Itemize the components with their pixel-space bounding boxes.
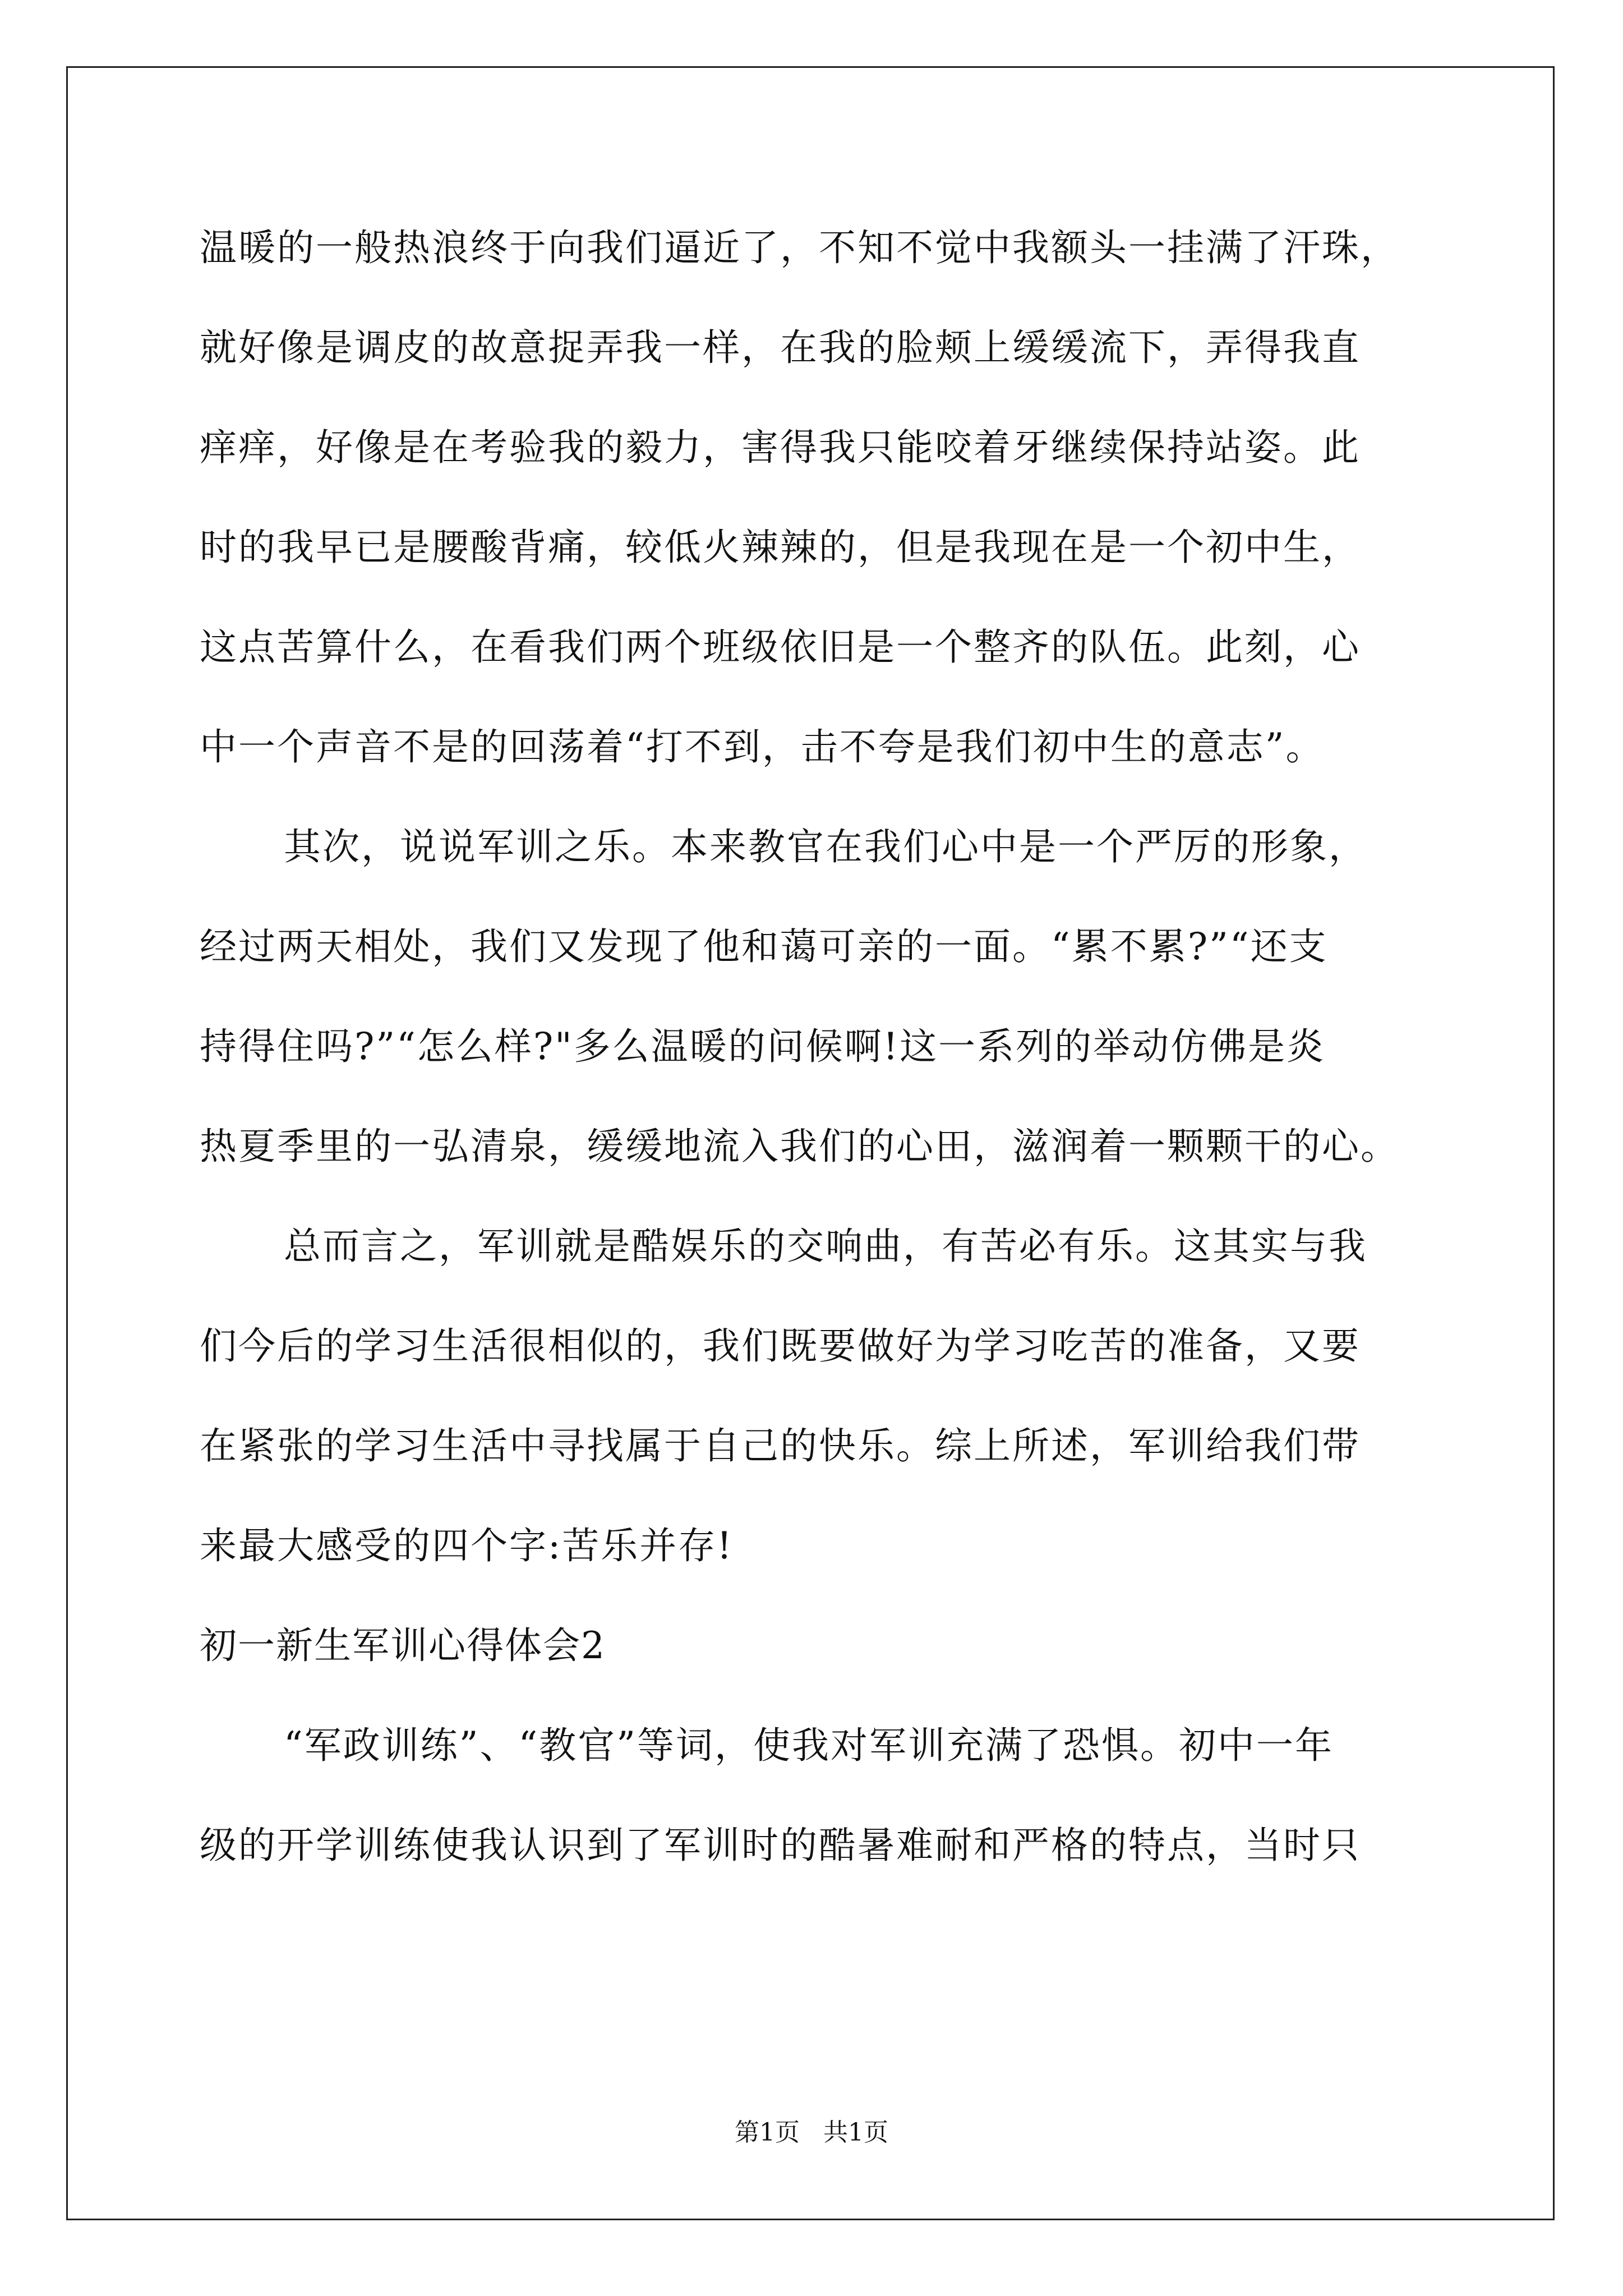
paragraph-start-line: 其次，说说军训之乐。本来教官在我们心中是一个严厉的形象，	[284, 825, 1367, 868]
text-line: 持得住吗?”“怎么样?"多么温暖的问候啊!这一系列的举动仿佛是炎	[200, 1025, 1326, 1068]
paragraph-start-line: 总而言之，军训就是酷娱乐的交响曲，有苦必有乐。这其实与我	[284, 1225, 1367, 1268]
text-line: 中一个声音不是的回荡着“打不到，击不夸是我们初中生的意志”。	[200, 725, 1325, 769]
text-line: 就好像是调皮的故意捉弄我一样，在我的脸颊上缓缓流下，弄得我直	[200, 326, 1361, 369]
text-line: 这点苦算什么，在看我们两个班级依旧是一个整齐的队伍。此刻，心	[200, 625, 1361, 669]
section-heading: 初一新生军训心得体会2	[200, 1624, 606, 1667]
text-line: 们今后的学习生活很相似的，我们既要做好为学习吃苦的准备，又要	[200, 1324, 1361, 1368]
text-line: 级的开学训练使我认识到了军训时的酷暑难耐和严格的特点，当时只	[200, 1824, 1361, 1867]
page-footer: 第1页 共1页	[735, 2118, 888, 2147]
text-line: 来最大感受的四个字:苦乐并存!	[200, 1524, 734, 1567]
text-line: 痒痒，好像是在考验我的毅力，害得我只能咬着牙继续保持站姿。此	[200, 426, 1361, 469]
document-body	[200, 220, 1433, 1917]
text-line: 经过两天相处，我们又发现了他和蔼可亲的一面。“累不累?”“还支	[200, 925, 1328, 968]
text-line: 热夏季里的一弘清泉，缓缓地流入我们的心田，滋润着一颗颗干的心。	[200, 1125, 1399, 1168]
text-line: 在紧张的学习生活中寻找属于自己的快乐。综上所述，军训给我们带	[200, 1424, 1361, 1467]
text-line: 温暖的一般热浪终于向我们逼近了，不知不觉中我额头一挂满了汗珠，	[200, 226, 1399, 269]
paragraph-start-line: “军政训练”、“教官”等词，使我对军训充满了恐惧。初中一年	[284, 1724, 1334, 1767]
text-line: 时的我早已是腰酸背痛，较低火辣辣的，但是我现在是一个初中生，	[200, 526, 1361, 569]
